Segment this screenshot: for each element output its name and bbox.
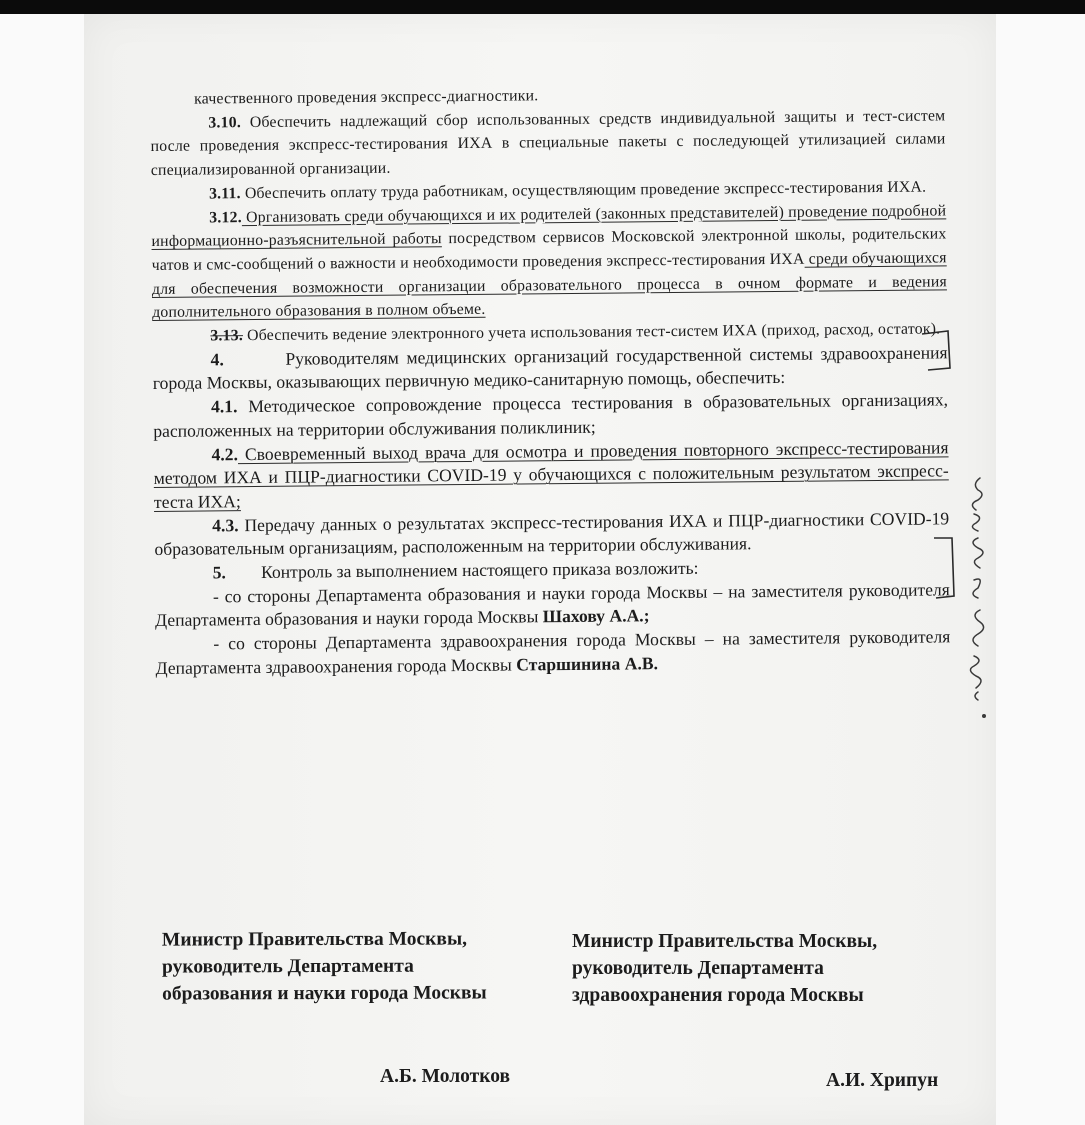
- paragraph-text: Контроль за выполнением настоящего приказа возложить:: [260, 557, 699, 583]
- signatory-name-education: А.Б. Молотков: [380, 1066, 511, 1087]
- paragraph-4-2: [153, 436, 949, 515]
- paragraph-text-underlined: Организовать среди обучающихся и их родителей (законных представителей) проведение подробной информационно-разъяснительной работы: [151, 201, 947, 251]
- signature-title-line: образования и науки города Москвы: [162, 982, 487, 1005]
- left-margin: [0, 14, 84, 1125]
- paragraph-text: посредством сервисов Московской электронной школы, родительских чатов и смс-сообщений о важности и необходимости проведения экспресс-тестирования ИХА: [151, 225, 947, 274]
- signature-title-line: Министр Правительства Москвы,: [572, 931, 878, 952]
- signature-block-health: [572, 928, 877, 1009]
- document-body: [150, 80, 951, 680]
- signature-title-line: руководитель Департамента: [161, 955, 414, 978]
- paragraph-number: 4.2.: [211, 443, 239, 464]
- paragraph-4-1: [153, 388, 948, 443]
- paragraph-5-education: [155, 578, 950, 633]
- paragraph-number: 3.10.: [208, 113, 242, 132]
- paragraph-3-12: [151, 199, 947, 325]
- paragraph-number: 4.1.: [210, 396, 238, 417]
- paragraph-4: [153, 341, 948, 396]
- paragraph-text: Обеспечить ведение электронного учета использования тест-систем ИХА (приход, расход, остаток).: [242, 320, 941, 345]
- paragraph-4-3: [154, 507, 949, 562]
- paragraph-text: Руководителям медицинских организаций государственной системы здравоохранения города Москвы, оказывающих первичную медико-санитарную помощь, обеспечить:: [152, 342, 948, 394]
- signature-title-line: здравоохранения города Москвы: [572, 985, 864, 1006]
- paragraph-text: Методическое сопровождение процесса тестирования в образовательных организациях, расположенных на территории обслуживания поликлиник;: [153, 389, 949, 441]
- paragraph-text-underlined: Своевременный выход врача для осмотра и проведения повторного экспресс-тестирования методом ИХА и ПЦР-диагностики COVID-19 у обучающихся с положительным результатом экспресс-теста ИХА;: [153, 436, 949, 512]
- pen-dot: [982, 714, 986, 718]
- responsible-person: Шахову А.А.;: [542, 605, 650, 627]
- paragraph-text: - со стороны Департамента образования и науки города Москвы – на заместителя руководителя Департамента образования и науки города Москвы: [155, 579, 950, 631]
- paragraph-3-10: [150, 104, 946, 183]
- paragraph-text: Обеспечить надлежащий сбор использованных средств индивидуальной защиты и тест-систем после проведения экспресс-тестирования ИХА в специальные пакеты с последующей утилизацией силами специализированной организации.: [150, 107, 946, 180]
- paragraph-number: 3.12.: [209, 208, 242, 226]
- paragraph-number: 3.11.: [208, 184, 241, 203]
- signature-title-line: Министр Правительства Москвы,: [161, 928, 468, 951]
- paragraph-5-health: [155, 626, 950, 681]
- paragraph-text: Передачу данных о результатах экспресс-тестирования ИХА и ПЦР-диагностики COVID-19 образовательным организациям, расположенным на территории обслуживания.: [154, 508, 950, 560]
- right-margin: [996, 14, 1085, 1125]
- signature-block-education: [162, 925, 487, 1007]
- responsible-person: Старшинина А.В.: [516, 653, 659, 675]
- paragraph-number: 4.: [210, 349, 224, 370]
- paragraph-text: - со стороны Департамента здравоохранения города Москвы – на заместителя руководителя Департамента здравоохранения города Москвы: [155, 626, 951, 678]
- paragraph-number: 3.13.: [210, 327, 244, 345]
- paragraph-number: 4.3.: [212, 514, 239, 536]
- paragraph-number: 5.: [212, 562, 226, 583]
- top-frame-bar: [0, 0, 1085, 14]
- paragraph-text-underlined: среди обучающихся для обеспечения возможности организации образовательного процесса в очном формате и ведения дополнительного образования в полном объеме.: [151, 249, 947, 322]
- paragraph-text: Обеспечить оплату труда работникам, осуществляющим проведение экспресс-тестирования ИХА.: [240, 178, 927, 202]
- handwritten-margin-note: [944, 470, 1004, 720]
- signatory-name-health: А.И. Хрипун: [826, 1070, 939, 1091]
- signature-title-line: руководитель Департамента: [572, 958, 824, 979]
- pen-bracket-3-12: [920, 328, 956, 374]
- paragraph-continuation: качественного проведения экспресс-диагностики.: [194, 87, 539, 108]
